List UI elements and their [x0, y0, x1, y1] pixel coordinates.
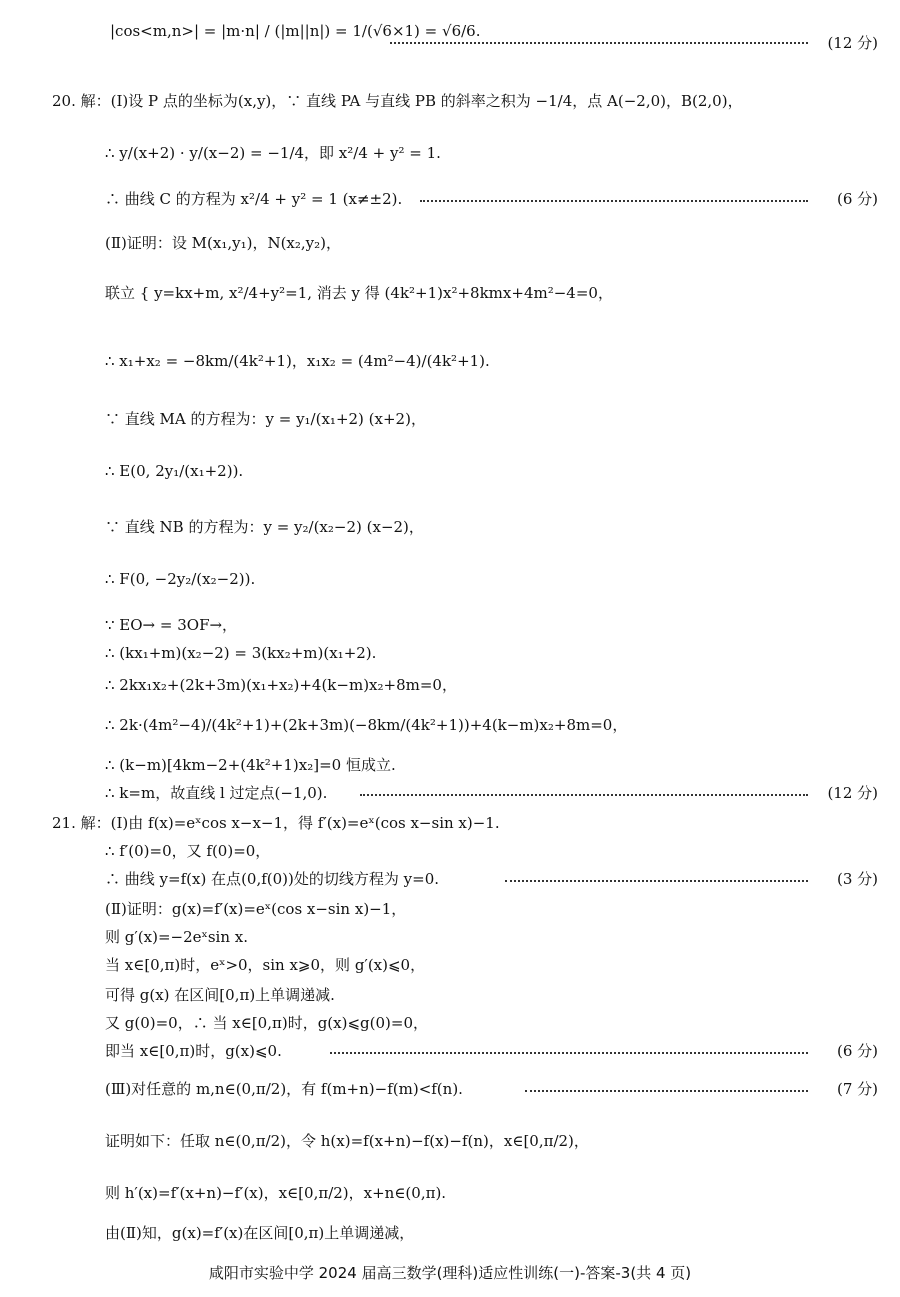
- formula-text: 则 h′(x)=f′(x+n)−f′(x)，x∈[0,π/2)，x+n∈(0,π).: [105, 1184, 447, 1202]
- formula-text: 证明如下：任取 n∈(0,π/2)，令 h(x)=f(x+n)−f(x)−f(n)，x∈[0,π/2)，: [105, 1132, 589, 1150]
- formula-text: 则 g′(x)=−2eˣsin x.: [105, 928, 249, 946]
- dot-leader: [420, 200, 808, 202]
- formula-text: ∴ F(0, −2y₂/(x₂−2)).: [105, 570, 256, 588]
- text-line: (Ⅱ)证明：设 M(x₁,y₁)，N(x₂,y₂)，: [105, 234, 342, 252]
- formula-text: ∴ f′(0)=0，又 f(0)=0，: [105, 842, 271, 860]
- formula-text: ∴ x₁+x₂ = −8km/(4k²+1)，x₁x₂ = (4m²−4)/(4k²+1).: [105, 352, 490, 370]
- formula-text: ∴ E(0, 2y₁/(x₁+2)).: [105, 462, 244, 480]
- score-label: (6 分): [836, 1042, 878, 1060]
- formula-text: 由(Ⅱ)知，g(x)=f′(x)在区间[0,π)上单调递减，: [105, 1224, 415, 1242]
- formula-text: ∴ y/(x+2) · y/(x−2) = −1/4，即 x²/4 + y² = 1.: [105, 144, 441, 162]
- formula-text: ∴ 2k·(4m²−4)/(4k²+1)+(2k+3m)(−8km/(4k²+1))+4(k−m)x₂+8m=0，: [105, 716, 628, 734]
- problem-heading: 21. 解：(Ⅰ)由 f(x)=eˣcos x−x−1，得 f′(x)=eˣ(cos x−sin x)−1.: [52, 814, 500, 832]
- formula-text: ∴ (k−m)[4km−2+(4k²+1)x₂]=0 恒成立.: [105, 756, 396, 774]
- formula-text: ∵ 直线 MA 的方程为：y = y₁/(x₁+2) (x+2)，: [105, 410, 426, 428]
- dot-leader: [330, 1052, 808, 1054]
- problem-heading: 20. 解：(Ⅰ)设 P 点的坐标为(x,y)，∵ 直线 PA 与直线 PB 的斜率之积为 −1/4，点 A(−2,0)，B(2,0)，: [52, 92, 743, 110]
- dot-leader: [390, 42, 808, 44]
- formula-text: 联立 { y=kx+m, x²/4+y²=1, 消去 y 得 (4k²+1)x²+8kmx+4m²−4=0，: [105, 284, 613, 302]
- score-label: (6 分): [836, 190, 878, 208]
- formula-text: (Ⅲ)对任意的 m,n∈(0,π/2)，有 f(m+n)−f(m)<f(n).: [105, 1080, 463, 1098]
- formula-text: 当 x∈[0,π)时，eˣ>0，sin x⩾0，则 g′(x)⩽0，: [105, 956, 426, 974]
- formula-text: 即当 x∈[0,π)时，g(x)⩽0.: [105, 1042, 282, 1060]
- score-label: (12 分): [827, 784, 878, 802]
- dot-leader: [360, 794, 808, 796]
- formula-text: ∴ 2kx₁x₂+(2k+3m)(x₁+x₂)+4(k−m)x₂+8m=0，: [105, 676, 457, 694]
- score-label: (12 分): [827, 34, 878, 52]
- formula-text: ∵ 直线 NB 的方程为：y = y₂/(x₂−2) (x−2)，: [105, 518, 424, 536]
- formula-text: ∵ EO→ = 3OF→，: [105, 616, 238, 634]
- score-label: (3 分): [836, 870, 878, 888]
- formula-text: 又 g(0)=0，∴ 当 x∈[0,π)时，g(x)⩽g(0)=0，: [105, 1014, 428, 1032]
- formula-text: ∴ 曲线 C 的方程为 x²/4 + y² = 1 (x≠±2).: [105, 190, 403, 208]
- formula-text: ∴ (kx₁+m)(x₂−2) = 3(kx₂+m)(x₁+2).: [105, 644, 377, 662]
- formula-text: |cos<m,n>| = |m·n| / (|m||n|) = 1/(√6×1) = √6/6.: [110, 22, 481, 40]
- formula-text: (Ⅱ)证明：g(x)=f′(x)=eˣ(cos x−sin x)−1，: [105, 900, 407, 918]
- score-label: (7 分): [836, 1080, 878, 1098]
- formula-text: 可得 g(x) 在区间[0,π)上单调递减.: [105, 986, 335, 1004]
- formula-text: ∴ k=m，故直线 l 过定点(−1,0).: [105, 784, 328, 802]
- dot-leader: [525, 1090, 808, 1092]
- formula-text: ∴ 曲线 y=f(x) 在点(0,f(0))处的切线方程为 y=0.: [105, 870, 440, 888]
- dot-leader: [505, 880, 808, 882]
- page-footer: 咸阳市实验中学 2024 届高三数学(理科)适应性训练(一)-答案-3(共 4 页): [208, 1264, 692, 1282]
